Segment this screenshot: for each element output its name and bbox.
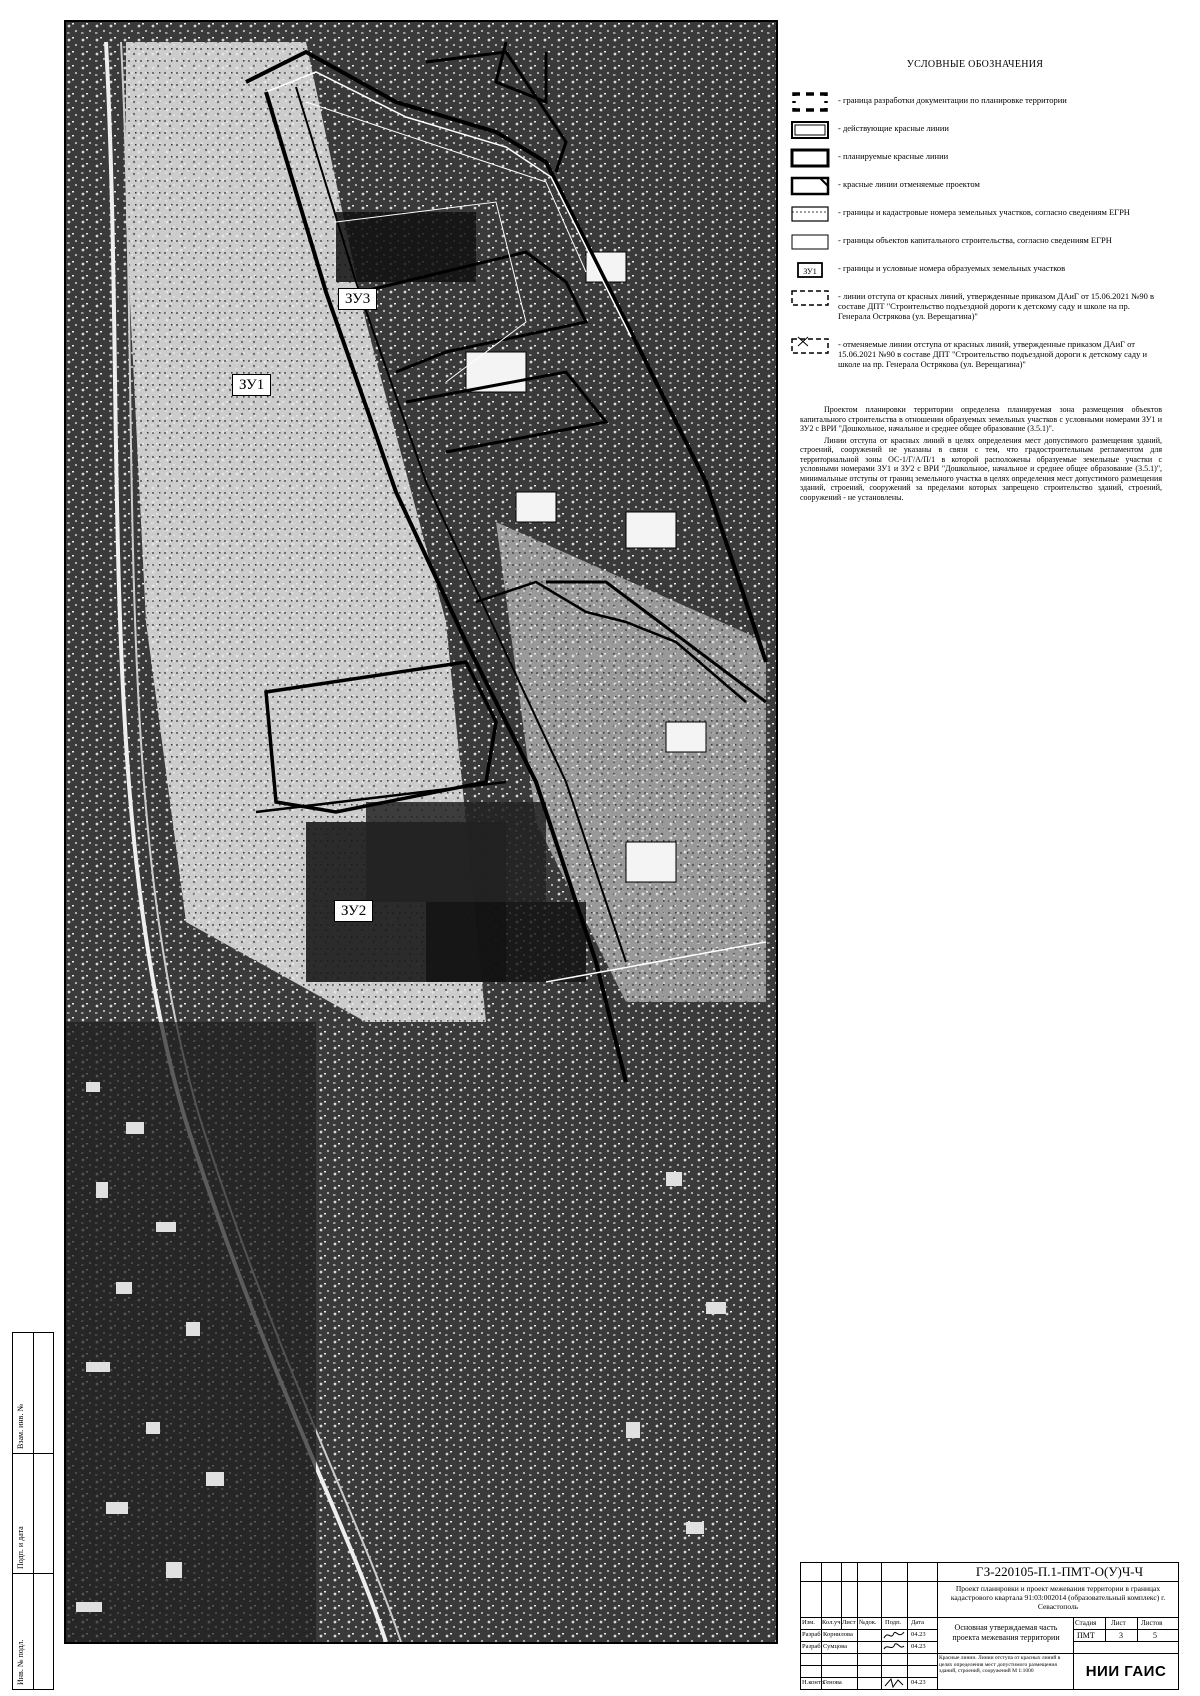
- lot-label-zu2: ЗУ2: [334, 900, 373, 922]
- staff-name: Сумцова: [823, 1643, 848, 1650]
- title-block: [800, 1562, 1179, 1690]
- lot-label-zu3: ЗУ3: [338, 288, 377, 310]
- explanatory-note: [800, 405, 1162, 504]
- signature-icon: [883, 1641, 905, 1653]
- note-paragraph: Линии отступа от красных линий в целях определения мест допустимого размещения зданий, строений, сооружений не указаны в связи с тем, что градостроительным регламентом для территориальной зоны ОС-1/Г/А/П/1 в которой расположены образуемые земельные участки с условными номерами ЗУ1 и ЗУ2 с ВРИ "Дошкольное, начальное и среднее общее образование (3.5.1)", минимальные отступы от границ земельного участка в целях определения мест допустимого размещения зданий, строений, сооружений за пределами которых запрещено строительство зданий, строений, сооружений - не установлены.: [800, 435, 1162, 502]
- org-name: НИИ ГАИС: [1085, 1662, 1167, 1680]
- header-cell: Подп.: [885, 1619, 902, 1626]
- staff-date: 04.23: [911, 1631, 926, 1638]
- legend-item-existing-red-lines: - действующие красные линии: [790, 120, 1160, 140]
- stage-label: Стадия: [1075, 1619, 1097, 1627]
- cancelled-rect-icon: [790, 176, 830, 196]
- stage-value: ПМТ: [1077, 1631, 1095, 1640]
- drawing-code: ГЗ-220105-П.1-ПМТ-О(У)Ч-Ч: [975, 1564, 1144, 1579]
- drawing-name: Красные линии. Линии отступа от красных линий в целях определения мест допустимого размещения зданий, строений, сооружений М 1:1000: [939, 1655, 1061, 1674]
- labeled-rect-icon: [790, 260, 830, 280]
- sheet-title: Основная утверждаемая часть проекта межевания территории: [952, 1623, 1060, 1642]
- sheet-value: 3: [1119, 1631, 1123, 1640]
- legend-item-cancelled-setback-lines: - отменяемые линии отступа от красных линий, утвержденные приказом ДАиГ от 15.06.2021 №90 в составе ДПТ "Строительство подъездной дороги к детскому саду и школе на пр. Генерала Острякова (ул. Верещагина)": [790, 336, 1160, 376]
- org-logo: [1077, 1657, 1175, 1685]
- lot-label-zu1: ЗУ1: [232, 374, 271, 396]
- side-stamp-label: Подп. и дата: [16, 1526, 25, 1569]
- header-cell: Изм.: [802, 1619, 815, 1626]
- project-name: Проект планировки и проект межевания территории в границах кадастрового квартала 91:03:002014 (образовательный комплекс) г. Севастополь: [950, 1584, 1166, 1611]
- staff-date: 04.23: [911, 1679, 926, 1686]
- staff-name: Корнилова: [823, 1631, 853, 1638]
- legend-title: УСЛОВНЫЕ ОБОЗНАЧЕНИЯ: [906, 59, 1044, 70]
- header-cell: №док.: [859, 1619, 877, 1626]
- map-frame[interactable]: [64, 20, 778, 1644]
- legend-item-formed-parcels: ЗУ1 - границы и условные номера образуемых земельных участков: [790, 260, 1160, 280]
- side-stamp: [12, 1332, 54, 1690]
- building-rect-icon: [790, 232, 830, 252]
- aerial-photo: [66, 22, 776, 1642]
- parcel-rect-icon: [790, 204, 830, 224]
- svg-text:ЗУ1: ЗУ1: [803, 267, 817, 276]
- thick-rect-icon: [790, 148, 830, 168]
- legend-item-planned-red-lines: - планируемые красные линии: [790, 148, 1160, 168]
- legend: [790, 60, 1160, 384]
- signature-icon: [883, 1677, 905, 1689]
- staff-role: Н.контр.: [802, 1679, 826, 1686]
- legend-item-egrn-buildings: - границы объектов капитального строительства, согласно сведениям ЕГРН: [790, 232, 1160, 252]
- side-stamp-label: Взам. инв. №: [16, 1403, 25, 1449]
- legend-item-cancelled-red-lines: - красные линии отменяемые проектом: [790, 176, 1160, 196]
- legend-item-egrn-parcels: - границы и кадастровые номера земельных участков, согласно сведениям ЕГРН: [790, 204, 1160, 224]
- header-cell: Дата: [911, 1619, 924, 1626]
- sheets-value: 5: [1153, 1631, 1157, 1640]
- dashed-rect-icon: [790, 288, 830, 308]
- signature-icon: [883, 1629, 905, 1641]
- dashed-rect-cross-icon: [790, 336, 830, 356]
- header-cell: Кол.уч.: [822, 1619, 843, 1626]
- legend-item-planning-boundary: - граница разработки документации по планировке территории: [790, 92, 1160, 112]
- staff-date: 04.23: [911, 1643, 926, 1650]
- staff-name: Генова: [823, 1679, 842, 1686]
- side-stamp-label: Инв. № подл.: [16, 1639, 25, 1685]
- legend-item-setback-lines: - линии отступа от красных линий, утвержденные приказом ДАиГ от 15.06.2021 №90 в составе ДПТ "Строительство подъездной дороги к детскому саду и школе на пр. Генерала Острякова (ул. Верещагина)": [790, 288, 1160, 328]
- double-rect-icon: [790, 120, 830, 140]
- header-cell: Лист: [842, 1619, 856, 1626]
- staff-role: Разраб.: [802, 1643, 823, 1650]
- staff-role: Разраб.: [802, 1631, 823, 1638]
- sheet-label: Лист: [1111, 1619, 1126, 1627]
- dashed-bracket-icon: [790, 92, 830, 112]
- note-paragraph: Проектом планировки территории определена планируемая зона размещения объектов капитального строительства в отношении образуемых земельных участков с условными номерами ЗУ1 и ЗУ2 с ВРИ "Дошкольное, начальное и среднее общее образование (3.5.1)".: [800, 405, 1162, 433]
- sheets-label: Листов: [1141, 1619, 1163, 1627]
